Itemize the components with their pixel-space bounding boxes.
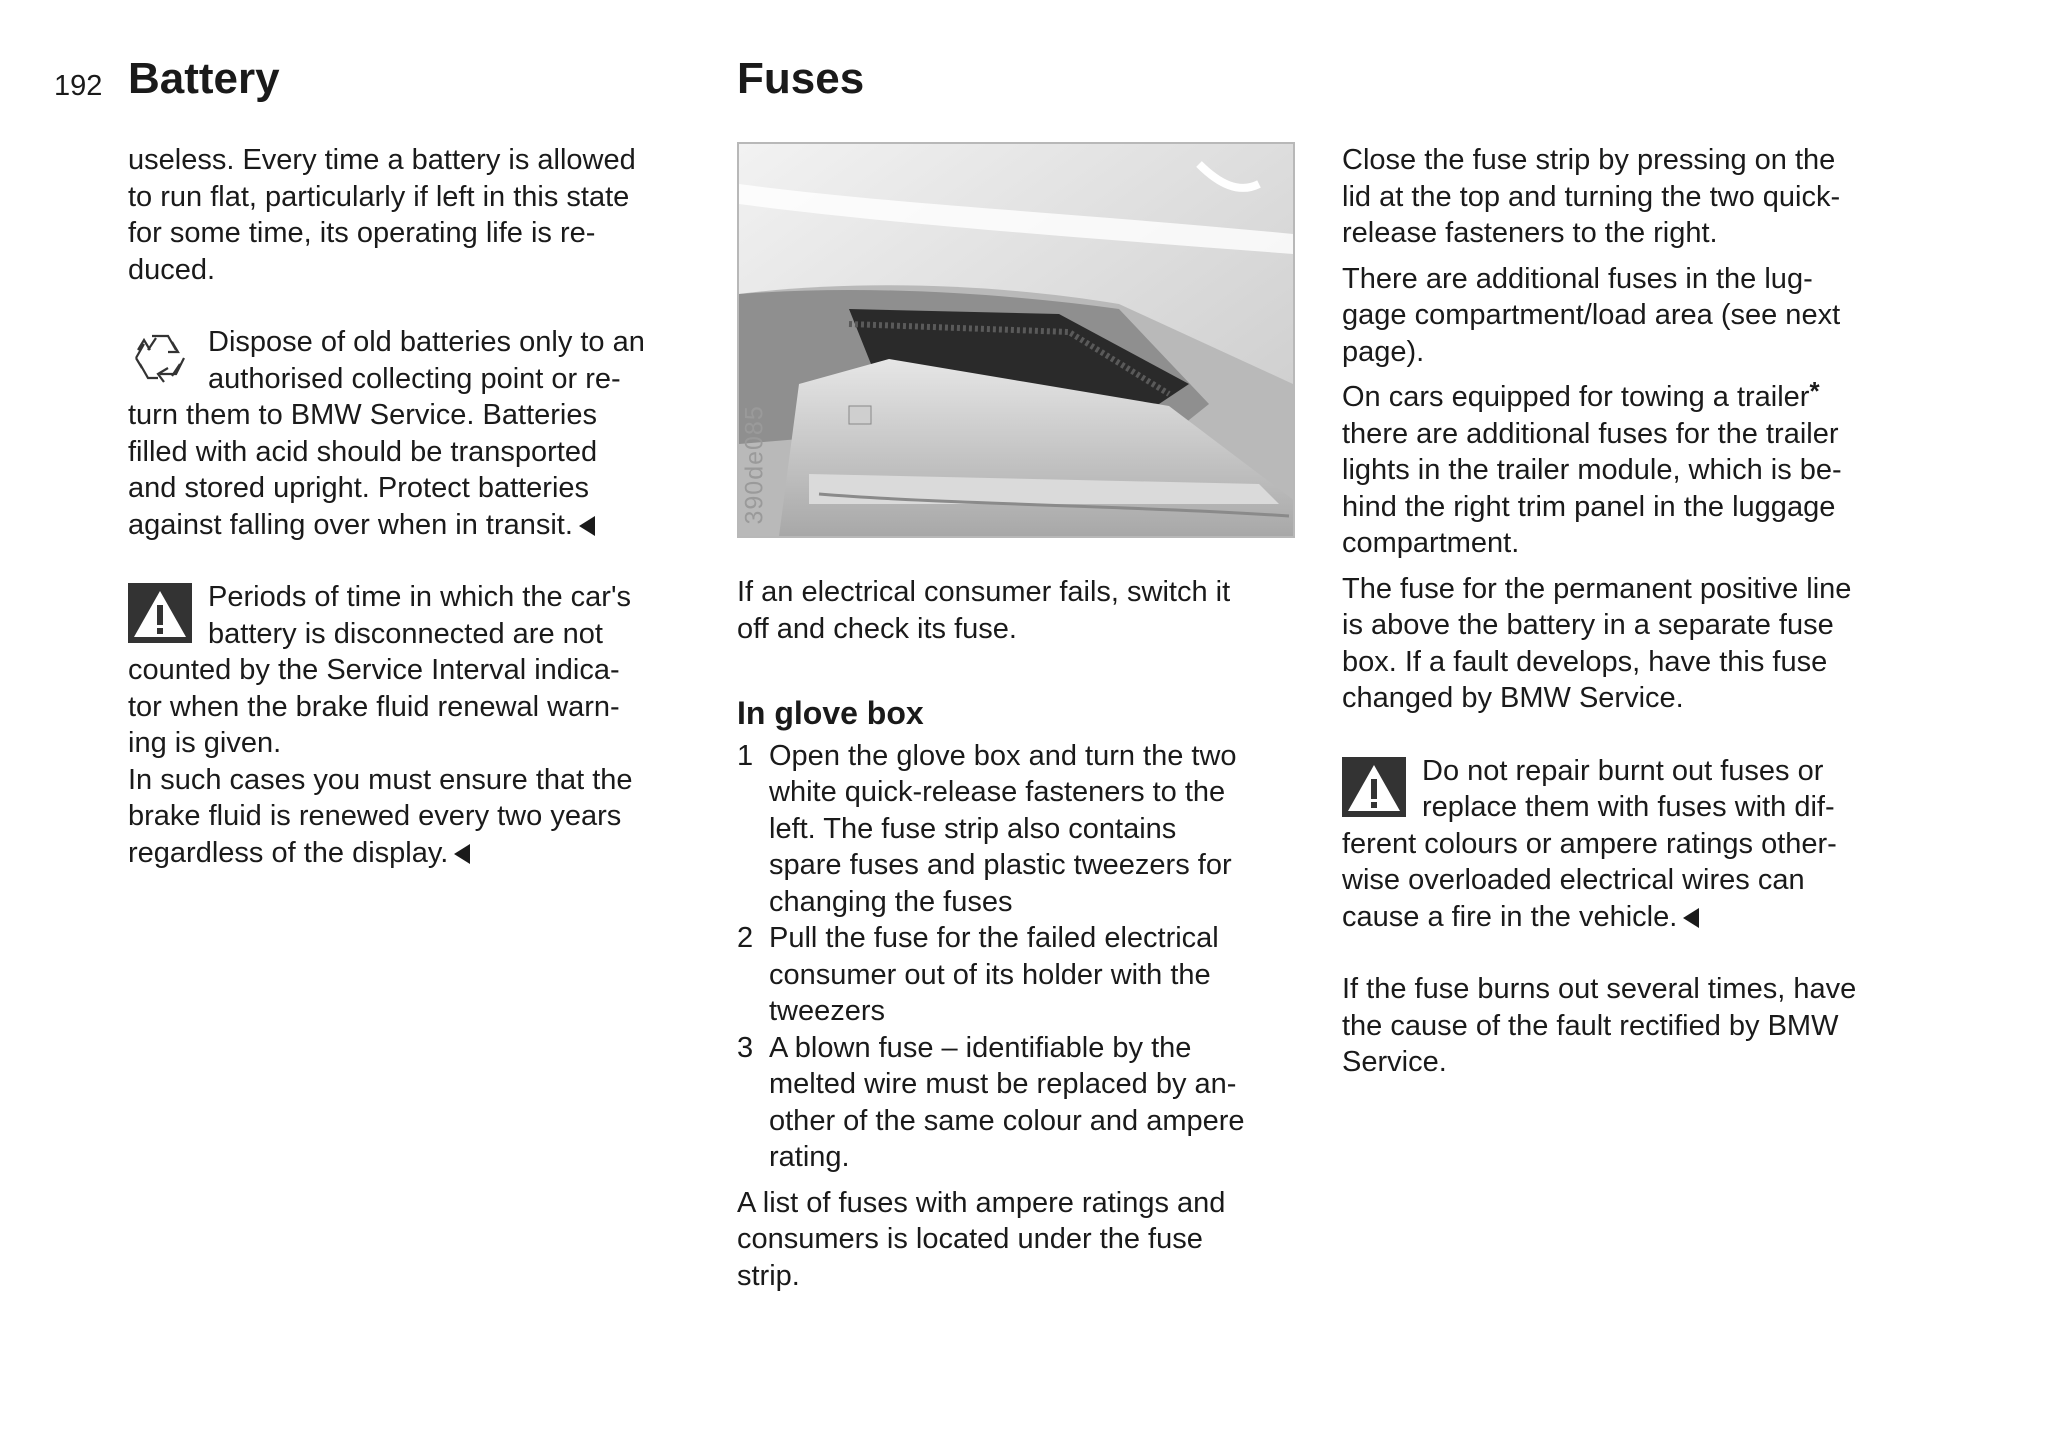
fuse-warning-note — [1342, 753, 1942, 936]
positive-line-fuse-paragraph: The fuse for the permanent positive line is above the battery in a separate fuse box. If a fault develops, have this fuse changed by BMW Service. — [1342, 572, 1852, 714]
battery-warning-note — [128, 579, 728, 762]
fuse-warning-text: Do not repair burnt out fuses or replace them with fuses with dif- ferent colours or ampere ratings other- wise overloaded electrical wires can cause a fire in the vehicle. — [1342, 754, 1837, 933]
optional-equipment-star: * — [1809, 376, 1820, 406]
step-item: 1 Open the glove box and turn the two white quick-release fasteners to the left. The fuse strip also contains spare fuses and plastic tweezers for changing the fuses — [737, 739, 1237, 918]
step-item: 2 Pull the fuse for the failed electrical consumer out of its holder with the tweezers — [737, 922, 1219, 1027]
warning-icon — [128, 583, 192, 643]
recycle-note-text: Dispose of old batteries only to an authorised collecting point or re- turn them to BMW Service. Batteries filled with acid should be transported and stored upright. Protect batteries against falling over when in transit. — [128, 326, 645, 541]
battery-column — [128, 142, 728, 871]
end-mark-icon — [579, 516, 595, 536]
battery-warning-text: Periods of time in which the car's battery is disconnected are not counted by the Service Interval indica- tor when the brake fluid renewal warn- ing is given. — [128, 581, 631, 759]
end-mark-icon — [1683, 908, 1699, 928]
fuse-list-note: A list of fuses with ampere ratings and consumers is located under the fuse strip. — [737, 1186, 1226, 1292]
fuse-strip-drawing — [739, 144, 1293, 536]
battery-intro-paragraph: useless. Every time a battery is allowed to run flat, particularly if left in this state for some time, its operating life is re- duced. — [128, 144, 636, 286]
section-heading-battery: Battery — [128, 54, 280, 103]
luggage-fuses-paragraph: There are additional fuses in the lug- gage compartment/load area (see next page). — [1342, 262, 1841, 368]
fuses-column — [737, 142, 1317, 1294]
trailer-fuses-paragraph: On cars equipped for towing a trailer* there are additional fuses for the trailer lights in the trailer module, which is be- hind the right trim panel in the luggage compartment. — [1342, 376, 1842, 559]
fuses-column-continued — [1342, 142, 1942, 1081]
end-mark-icon — [454, 844, 470, 864]
warning-icon — [1342, 757, 1406, 817]
page-number: 192 — [54, 70, 103, 102]
fuses-intro-paragraph: If an electrical consumer fails, switch it off and check its fuse. — [737, 576, 1231, 645]
recycle-note — [128, 324, 728, 543]
section-heading-fuses: Fuses — [737, 54, 865, 103]
step-item: 3 A blown fuse – identifiable by the melted wire must be replaced by an- other of the same colour and ampere rating. — [737, 1031, 1245, 1173]
battery-warning-followup: In such cases you must ensure that the brake fluid is renewed every two years regardless of the display. — [128, 763, 633, 869]
close-fuse-strip-paragraph: Close the fuse strip by pressing on the lid at the top and turning the two quick- release fasteners to the right. — [1342, 144, 1841, 249]
fuse-replacement-steps — [737, 738, 1317, 1176]
recycle-icon — [128, 328, 192, 388]
repeat-burnout-paragraph: If the fuse burns out several times, have the cause of the fault rectified by BMW Service. — [1342, 973, 1857, 1078]
figure-code: 390de085 — [740, 404, 769, 524]
glove-box-fuse-strip-illustration — [737, 142, 1295, 538]
glove-box-heading: In glove box — [737, 695, 924, 731]
